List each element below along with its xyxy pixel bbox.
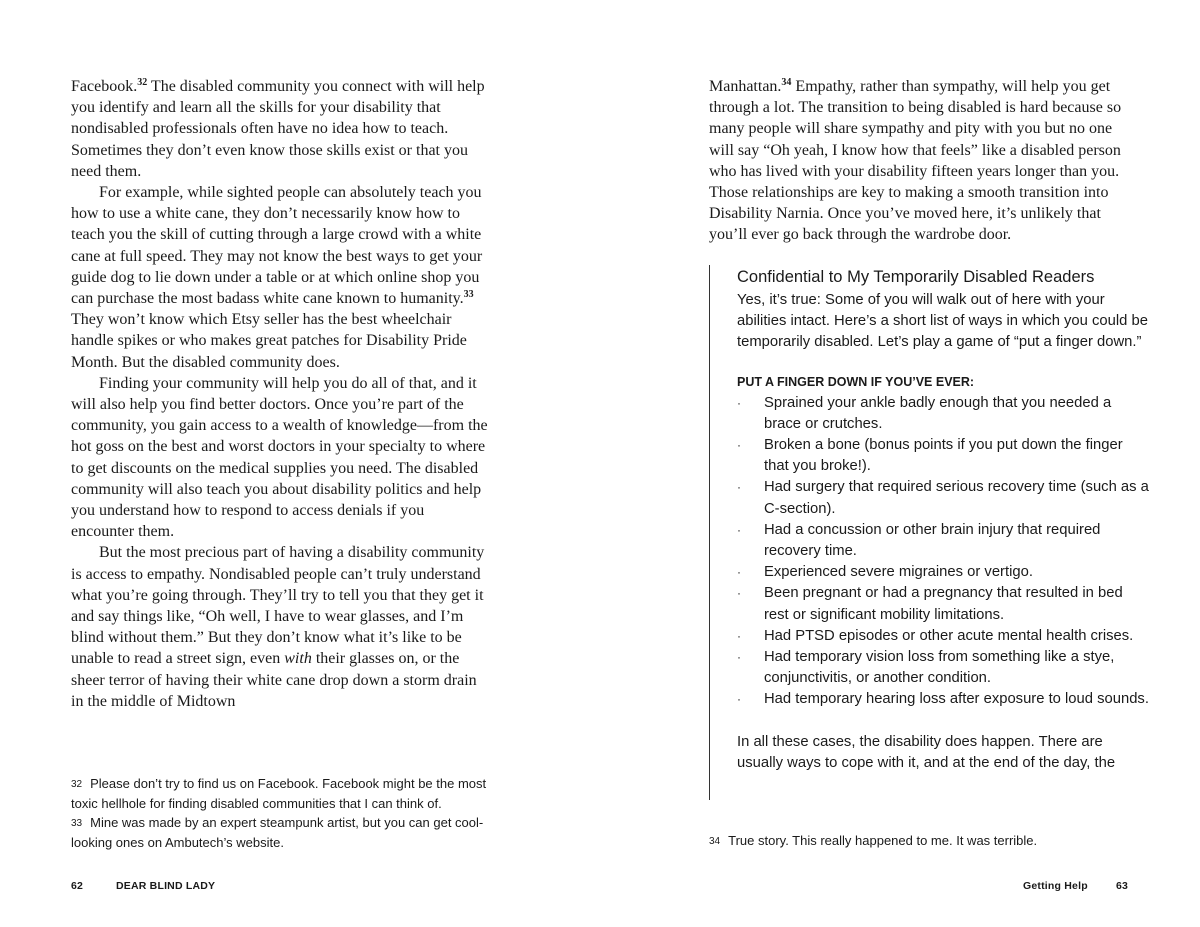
footnote (71, 813, 491, 852)
list-item-text: Been pregnant or had a pregnancy that resulted in bed rest or significant mobility limitations. (764, 585, 1123, 623)
footnote-text: Please don’t try to find us on Facebook. Facebook might be the most toxic hellhole for finding disabled communities that I can think of. (71, 776, 487, 811)
bullet-icon: · (737, 522, 741, 537)
footnote-number: 32 (71, 779, 83, 790)
left-footnotes (71, 774, 491, 852)
list-item (737, 393, 1149, 435)
footnote-number: 34 (709, 836, 721, 847)
right-body-text (709, 76, 1139, 246)
bullet-icon: · (737, 692, 741, 707)
sidebar-intro: Yes, it’s true: Some of you will walk out of here with your abilities intact. Here’s a short list of ways in which you could be temporarily disabled. Let’s play a game of “put a finger down.” (737, 292, 1148, 351)
list-item-text: Had temporary vision loss from something like a stye, conjunctivitis, or another condition. (764, 649, 1115, 687)
list-item (737, 626, 1149, 647)
list-item (737, 477, 1149, 519)
sidebar-closing: In all these cases, the disability does happen. There are usually ways to cope with it, and at the end of the day, the (737, 733, 1116, 771)
list-item-text: Experienced severe migraines or vertigo. (764, 564, 1033, 581)
right-running-title: Getting Help (1023, 880, 1088, 892)
footnote-text: True story. This really happened to me. It was terrible. (728, 833, 1038, 848)
footnote-ref: 32 (137, 77, 148, 88)
bullet-icon: · (737, 628, 741, 643)
right-page-number: 63 (1116, 880, 1129, 892)
sidebar-subhead: PUT A FINGER DOWN IF YOU’VE EVER: (737, 374, 975, 389)
right-page (600, 0, 1200, 927)
bullet-icon: · (737, 650, 741, 665)
list-item (737, 583, 1149, 625)
sidebar-list (737, 393, 1149, 711)
body-paragraph: Manhattan.$^{34}$ Empathy, rather than sympathy, will help you get through a lot. The transition to being disabled is hard because so many people will share sympathy and pity with you but no one will say “Oh yeah, I know how that feels” like a disabled person who has lived with your disability fifteen years longer than you. Those relationships are key to making a smooth transition into Disability Narnia. Once you’ve moved here, it’s unlikely that you’ll ever go back through the wardrobe door. (709, 77, 1122, 244)
list-item-text: Had surgery that required serious recovery time (such as a C-section). (764, 479, 1149, 517)
bullet-icon: · (737, 395, 741, 410)
emphasis-text: with (284, 650, 312, 668)
bullet-icon: · (737, 565, 741, 580)
list-item (737, 435, 1149, 477)
body-paragraph: Finding your community will help you do all of that, and it will also help you find better doctors. Once you’re part of the community, you gain access to a wealth of knowledge—from the hot goss on the best and worst doctors in your specialty to where to get discounts on the medical supplies you need. The disabled community will also teach you about disability politics and help you understand how to respond to access denials if you encounter them. (71, 374, 488, 541)
footnote-number: 33 (71, 818, 83, 829)
bullet-icon: · (737, 480, 741, 495)
footnote-text: Mine was made by an expert steampunk artist, but you can get cool-looking ones on Ambutech’s website. (71, 815, 484, 850)
list-item (737, 562, 1149, 583)
list-item (737, 647, 1149, 689)
list-item-text: Broken a bone (bonus points if you put down the finger that you broke!). (764, 437, 1123, 475)
footnote (709, 831, 1129, 851)
left-running-title: DEAR BLIND LADY (116, 880, 216, 892)
body-paragraph: Facebook.$^{32}$ The disabled community you connect with will help you identify and learn all the skills for your disability that nondisabled professionals often have no idea how to teach. Sometimes they don’t even know those skills exist or that you need them. (71, 77, 485, 180)
list-item-text: Had PTSD episodes or other acute mental health crises. (764, 627, 1134, 644)
left-body-text (71, 76, 491, 712)
sidebar-title: Confidential to My Temporarily Disabled Readers (737, 268, 1095, 286)
list-item (737, 520, 1149, 562)
footnote-ref: 34 (781, 77, 792, 88)
bullet-icon: · (737, 438, 741, 453)
footnote (71, 774, 491, 813)
body-paragraph: But the most precious part of having a disability community is access to empathy. Nondisabled people can’t truly understand what you’re going through. They’ll try to tell you that they get it and say things like, “Oh well, I have to wear glasses, and I’m blind without them.” But they don’t know what it’s like to be unable to read a street sign, even with their glasses on, or the sheer terror of having their white cane drop down a storm drain in the middle of Midtown (71, 544, 485, 710)
left-page-number: 62 (71, 880, 84, 892)
body-paragraph: For example, while sighted people can absolutely teach you how to use a white cane, they don’t necessarily know how to teach you the skill of cutting through a large crowd with a white cane at full speed. They may not know the best ways to get your guide dog to lie down under a table or at which online shop you can purchase the most badass white cane known to humanity.$^{33}$ They won’t know which Etsy seller has the best wheelchair handle spikes or who makes great patches for Disability Pride Month. But the disabled community does. (71, 184, 483, 371)
footnote-ref: 33 (463, 289, 474, 301)
list-item-text: Had a concussion or other brain injury that required recovery time. (764, 521, 1101, 560)
list-item-text: Sprained your ankle badly enough that you needed a brace or crutches. (764, 394, 1112, 432)
sidebar-box (709, 265, 1149, 800)
right-footnotes (709, 831, 1129, 851)
list-item-text: Had temporary hearing loss after exposure to loud sounds. (764, 691, 1149, 708)
bullet-icon: · (737, 586, 741, 601)
list-item (737, 689, 1149, 710)
